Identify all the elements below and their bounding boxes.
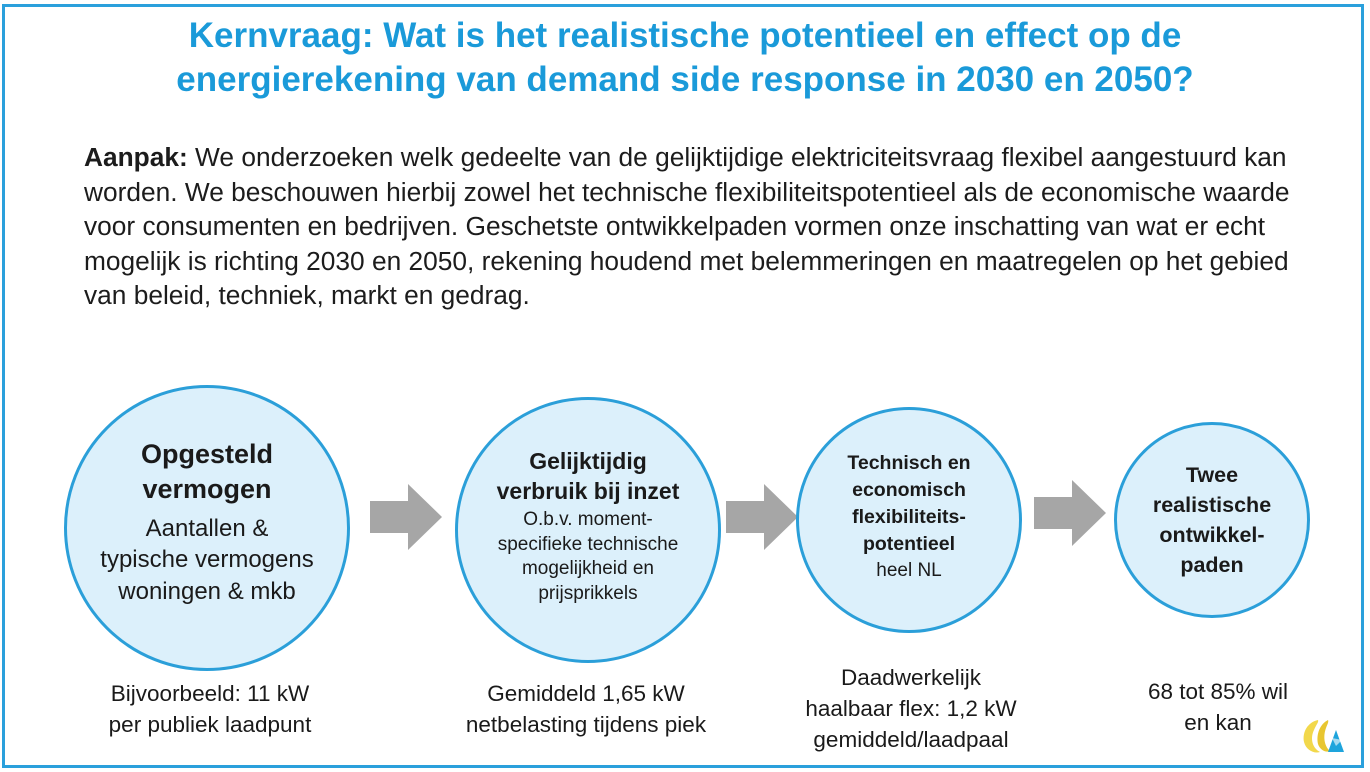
step-note-line: per publiek laadpunt <box>108 712 312 737</box>
step-heading <box>497 446 680 506</box>
approach-label: Aanpak: <box>84 142 188 172</box>
step-subtext-line: O.b.v. moment- <box>523 509 653 530</box>
company-logo-icon <box>1298 716 1348 756</box>
approach-text: We onderzoeken welk gedeelte van de gelijktijdige elektriciteitsvraag flexibel aangestuurd kan worden. We beschouwen hierbij zowel het technische flexibiliteitspotentieel als de economische waarde voor consumenten en bedrijven. Geschetste ontwikkelpaden vormen onze inschatting van wat er echt mogelijk is richting 2030 en 2050, rekening houdend met belemmeringen en maatregelen op het gebied van beleid, techniek, markt en gedrag. <box>84 142 1290 311</box>
step-note-line: Gemiddeld 1,65 kW <box>487 681 685 706</box>
step-note-line: en kan <box>1184 710 1252 735</box>
step-subtext-line: woningen & mkb <box>118 577 296 605</box>
step-heading-line: paden <box>1180 553 1244 577</box>
step-note-line: gemiddeld/laadpaal <box>813 727 1009 752</box>
step-heading-line: Technisch en <box>847 452 971 474</box>
step-heading-line: flexibiliteits- <box>852 506 966 528</box>
step-note-line: netbelasting tijdens piek <box>465 712 707 737</box>
step-subtext <box>876 558 942 584</box>
step-note-line: 68 tot 85% wil <box>1147 679 1289 704</box>
step-heading-line: ontwikkel- <box>1159 523 1265 547</box>
step-subtext-line: heel NL <box>876 560 942 581</box>
title-line-1: Kernvraag: Wat is het realistische potentieel en effect op de <box>188 16 1182 55</box>
step-note-line: haalbaar flex: 1,2 kW <box>805 696 1017 721</box>
step-circle-installed-power <box>64 385 350 671</box>
step-note-line: Bijvoorbeeld: 11 kW <box>110 681 310 706</box>
step-note <box>770 662 1052 755</box>
step-heading-line: realistische <box>1152 493 1272 517</box>
step-note <box>60 678 360 740</box>
step-heading-line: verbruik bij inzet <box>496 478 680 504</box>
arrow-right-icon <box>726 484 798 550</box>
approach-paragraph <box>84 140 1294 313</box>
step-heading-line: economisch <box>852 479 966 501</box>
step-circle-development-paths <box>1114 422 1310 618</box>
step-heading-line: vermogen <box>142 473 272 504</box>
arrow-right-icon <box>370 484 442 550</box>
step-subtext <box>498 508 679 606</box>
step-note-line: Daadwerkelijk <box>840 665 982 690</box>
step-heading <box>141 437 273 507</box>
step-heading <box>847 450 970 558</box>
step-subtext <box>100 513 313 608</box>
step-subtext-line: specifieke technische <box>497 533 679 555</box>
arrow-right-icon <box>1034 480 1106 546</box>
step-circle-simultaneous-use <box>455 397 721 663</box>
step-note <box>430 678 742 740</box>
step-subtext-line: mogelijkheid en <box>521 558 654 579</box>
step-circle-flex-potential <box>796 407 1022 633</box>
step-subtext-line: prijsprikkels <box>538 582 638 604</box>
title-line-2: energierekening van demand side response in 2030 en 2050? <box>176 60 1194 99</box>
step-heading-line: Twee <box>1185 463 1239 487</box>
step-heading-line: potentieel <box>862 533 956 555</box>
page-title <box>0 14 1370 102</box>
step-subtext-line: Aantallen & <box>145 514 269 542</box>
step-heading-line: Gelijktijdig <box>529 448 647 474</box>
step-subtext-line: typische vermogens <box>100 546 314 574</box>
step-heading <box>1153 460 1271 580</box>
step-heading-line: Opgesteld <box>140 438 274 469</box>
